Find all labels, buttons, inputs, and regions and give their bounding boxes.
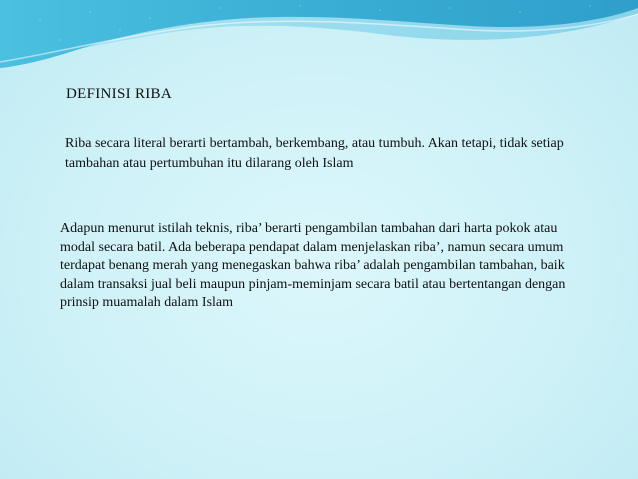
wave-banner [0, 0, 638, 80]
definition-technical-paragraph: Adapun menurut istilah teknis, riba’ berarti pengambilan tambahan dari harta pokok atau modal secara batil. Ada beberapa pendapat dalam menjelaskan riba’, namun secara umum terdapat benang merah yang menegaskan bahwa riba’ adalah pengambilan tambahan, baik dalam transaksi jual beli maupun pinjam-meminjam secara batil atau bertentangan dengan prinsip muamalah dalam Islam [60, 221, 566, 310]
slide-title: DEFINISI RIBA [66, 86, 172, 102]
definition-literal-paragraph: Riba secara literal berarti bertambah, berkembang, atau tumbuh. Akan tetapi, tidak setiap tambahan atau pertumbuhan itu dilarang oleh Islam [65, 136, 564, 171]
